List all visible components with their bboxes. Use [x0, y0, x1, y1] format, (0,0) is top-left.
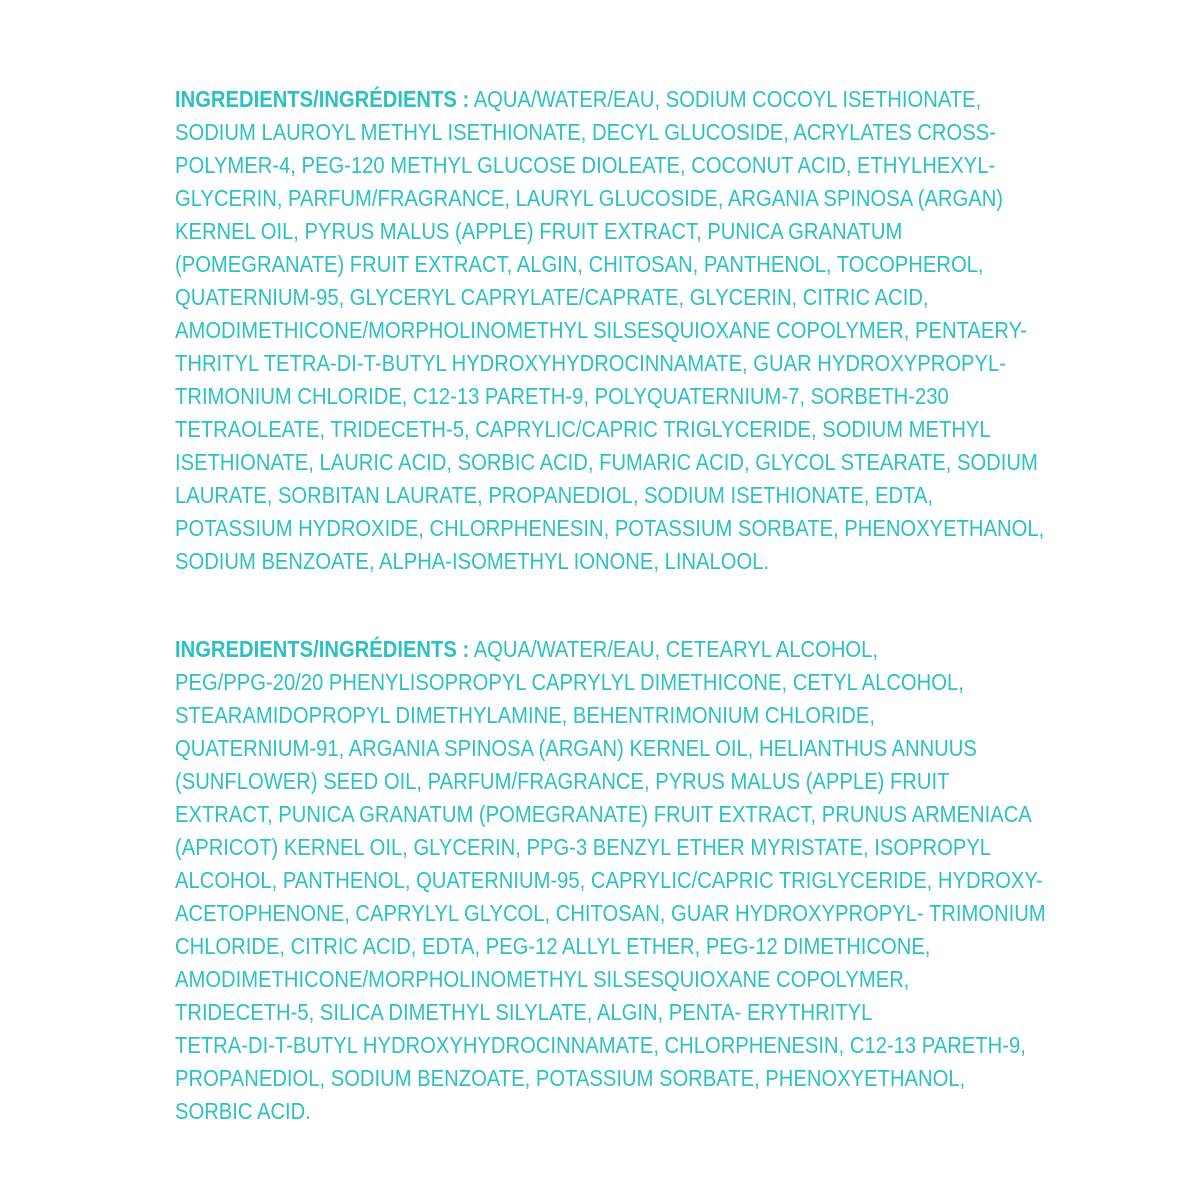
ingredients-panel-1 [175, 83, 1044, 578]
ingredients-line: PROPANEDIOL, SODIUM BENZOATE, POTASSIUM SORBATE, PHENOXYETHANOL, [175, 1065, 966, 1091]
ingredients-line: SODIUM BENZOATE, ALPHA-ISOMETHYL IONONE, LINALOOL. [175, 548, 770, 574]
ingredients-line: QUATERNIUM-91, ARGANIA SPINOSA (ARGAN) KERNEL OIL, HELIANTHUS ANNUUS [175, 735, 977, 761]
ingredients-line: ALCOHOL, PANTHENOL, QUATERNIUM-95, CAPRYLIC/CAPRIC TRIGLYCERIDE, HYDROXY- [175, 867, 1043, 893]
ingredients-text: AQUA/WATER/EAU, SODIUM COCOYL ISETHIONATE, [469, 86, 982, 112]
ingredients-line: POLYMER-4, PEG-120 METHYL GLUCOSE DIOLEATE, COCONUT ACID, ETHYLHEXYL- [175, 152, 996, 178]
ingredients-line: TRIMONIUM CHLORIDE, C12-13 PARETH-9, POLYQUATERNIUM-7, SORBETH-230 [175, 383, 949, 409]
ingredients-line: GLYCERIN, PARFUM/FRAGRANCE, LAURYL GLUCOSIDE, ARGANIA SPINOSA (ARGAN) [175, 185, 1004, 211]
ingredients-line: AMODIMETHICONE/MORPHOLINOMETHYL SILSESQUIOXANE COPOLYMER, [175, 966, 910, 992]
ingredients-line: (APRICOT) KERNEL OIL, GLYCERIN, PPG-3 BENZYL ETHER MYRISTATE, ISOPROPYL [175, 834, 992, 860]
ingredients-heading: INGREDIENTS/INGRÉDIENTS : [175, 636, 470, 662]
ingredients-heading: INGREDIENTS/INGRÉDIENTS : [175, 86, 470, 112]
ingredients-panel-2 [175, 633, 1044, 1128]
ingredients-line: ISETHIONATE, LAURIC ACID, SORBIC ACID, FUMARIC ACID, GLYCOL STEARATE, SODIUM [175, 449, 1038, 475]
ingredients-line: SORBIC ACID. [175, 1098, 311, 1124]
ingredients-line: ACETOPHENONE, CAPRYLYL GLYCOL, CHITOSAN, GUAR HYDROXYPROPYL- TRIMONIUM [175, 900, 1046, 926]
ingredients-line: THRITYL TETRA-DI-T-BUTYL HYDROXYHYDROCINNAMATE, GUAR HYDROXYPROPYL- [175, 350, 1006, 376]
ingredients-line: TETRA-DI-T-BUTYL HYDROXYHYDROCINNAMATE, CHLORPHENESIN, C12-13 PARETH-9, [175, 1032, 1026, 1058]
ingredients-line: EXTRACT, PUNICA GRANATUM (POMEGRANATE) FRUIT EXTRACT, PRUNUS ARMENIACA [175, 801, 1032, 827]
ingredients-line: (POMEGRANATE) FRUIT EXTRACT, ALGIN, CHITOSAN, PANTHENOL, TOCOPHEROL, [175, 251, 984, 277]
ingredients-line [175, 83, 1044, 116]
ingredients-line: PEG/PPG-20/20 PHENYLISOPROPYL CAPRYLYL DIMETHICONE, CETYL ALCOHOL, [175, 669, 964, 695]
ingredients-line: KERNEL OIL, PYRUS MALUS (APPLE) FRUIT EXTRACT, PUNICA GRANATUM [175, 218, 903, 244]
ingredients-line: TETRAOLEATE, TRIDECETH-5, CAPRYLIC/CAPRIC TRIGLYCERIDE, SODIUM METHYL [175, 416, 991, 442]
ingredients-line: STEARAMIDOPROPYL DIMETHYLAMINE, BEHENTRIMONIUM CHLORIDE, [175, 702, 875, 728]
ingredients-line [175, 633, 1044, 666]
ingredients-line: POTASSIUM HYDROXIDE, CHLORPHENESIN, POTASSIUM SORBATE, PHENOXYETHANOL, [175, 515, 1045, 541]
ingredients-text: AQUA/WATER/EAU, CETEARYL ALCOHOL, [469, 636, 879, 662]
ingredients-line: CHLORIDE, CITRIC ACID, EDTA, PEG-12 ALLYL ETHER, PEG-12 DIMETHICONE, [175, 933, 931, 959]
ingredients-line: AMODIMETHICONE/MORPHOLINOMETHYL SILSESQUIOXANE COPOLYMER, PENTAERY- [175, 317, 1027, 343]
ingredients-line: (SUNFLOWER) SEED OIL, PARFUM/FRAGRANCE, PYRUS MALUS (APPLE) FRUIT [175, 768, 950, 794]
ingredients-line: LAURATE, SORBITAN LAURATE, PROPANEDIOL, SODIUM ISETHIONATE, EDTA, [175, 482, 933, 508]
ingredients-line: TRIDECETH-5, SILICA DIMETHYL SILYLATE, ALGIN, PENTA- ERYTHRITYL [175, 999, 873, 1025]
ingredients-line: SODIUM LAUROYL METHYL ISETHIONATE, DECYL GLUCOSIDE, ACRYLATES CROSS- [175, 119, 996, 145]
ingredients-line: QUATERNIUM-95, GLYCERYL CAPRYLATE/CAPRATE, GLYCERIN, CITRIC ACID, [175, 284, 929, 310]
